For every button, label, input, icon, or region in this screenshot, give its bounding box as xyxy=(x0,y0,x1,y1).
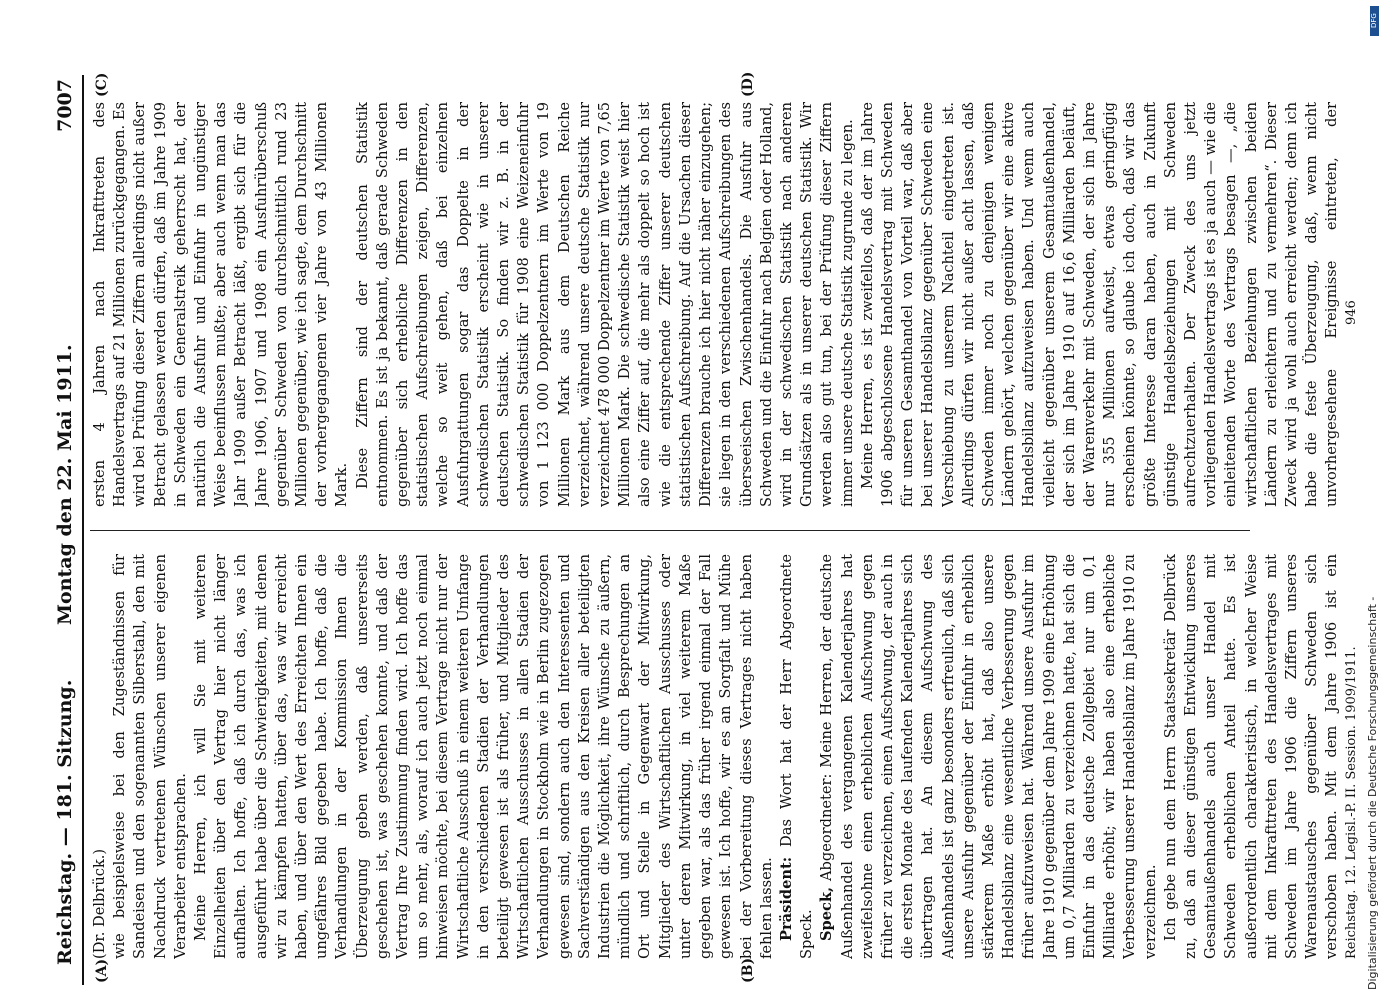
header-page-number: 7007 xyxy=(54,79,76,132)
paragraph: Meine Herren, ich will Sie mit weiteren Einzelheiten über den Vertrag hier nicht länger aufhalten. Ich hoffe, daß ich durch das, was ich ausgeführt habe über die Schwierigkeiten, mit denen wir zu kämpfen hatten, über das, was wir erreicht haben, und über den Wert des Erreichten Ihnen ein ungefähres Bild gegeben habe. Ich hoffe, daß die Verhandlungen in der Kommission Ihnen die Überzeugung geben werden, daß unsererseits geschehen ist, was geschehen konnte, und daß der Vertrag Ihre Zustimmung finden wird. Ich hoffe das um so mehr, als, worauf ich auch jetzt noch einmal hinweisen möchte, bei diesem Vertrage nicht nur der Wirtschaftliche Ausschuß in einem weiteren Umfange in den verschiedenen Stadien der Verhandlungen beteiligt gewesen ist als früher, und Mitglieder des Wirtschaftlichen Ausschusses in allen Stadien der Verhandlungen in Stockholm wie in Berlin zugezogen gewesen sind, sondern auch den Interessenten und Sachverständigen aus den Kreisen aller beteiligten Industrien die Möglichkeit, ihre Wünsche zu äußern, mündlich und schriftlich, durch Besprechungen an Ort und Stelle in Gegenwart der Mitwirkung, Mitglieder des Wirtschaftlichen Ausschusses oder unter deren Mitwirkung, in viel weiterem Maße gegeben war, als das früher irgend einmal der Fall gewesen ist. Ich hoffe, wir es an Sorgfalt und Mühe bei der Vorbereitung dieses Vertrages nicht haben fehlen lassen. xyxy=(192,554,775,959)
president-line xyxy=(777,554,817,959)
page-header xyxy=(50,75,84,985)
paragraph: ersten 4 Jahren nach Inkrafttreten des Handelsvertrags auf 21 Millionen zurückgegangen. Es wird bei Prüfung dieser Ziffern allerdings nicht außer Betracht gelassen werden dürfen, daß im Jahre 1909 in Schweden ein Generalstreik geherrscht hat, der natürlich die Ausfuhr und Einfuhr in ungünstiger Weise beeinflussen mußte; aber auch wenn man das Jahr 1909 außer Betracht läßt, ergibt sich für die Jahre 1906, 1907 und 1908 ein Ausfuhrüberschuß gegenüber Schweden von durchschnittlich rund 23 Millionen gegenüber, wie ich sagte, dem Durchschnitt der vorhergegangenen vier Jahre von 43 Millionen Mark. xyxy=(91,102,351,507)
right-column xyxy=(90,102,1340,507)
rotated-newspaper-page xyxy=(50,71,1370,985)
paragraph: Meine Herren, der deutsche Außenhandel des vergangenen Kalenderjahres hat zweifelsohne einen erheblichen Aufschwung gegen früher zu verzeichnen, einen Aufschwung, der auch in die ersten Monate des laufenden Kalenderjahres sich übertragen hat. An diesem Aufschwung des Außenhandels ist ganz besonders erfreulich, daß sich unsere Ausfuhr gegenüber der Einfuhr in erheblich stärkerem Maße erhöht hat, daß also unsere Handelsbilanz eine wesentliche Verbesserung gegen früher aufzuweisen hat. Während unsere Ausfuhr im Jahre 1910 gegenüber dem Jahre 1909 eine Erhöhung um 0,7 Milliarden zu verzeichnen hatte, hat sich die Einfuhr in das deutsche Zollgebiet nur um 0,1 Milliarde erhöht; wir haben also eine erhebliche Verbesserung unserer Handelsbilanz im Jahre 1910 zu verzeichnen. xyxy=(818,554,1159,959)
paragraph: wie beispielsweise bei den Zugeständnissen für Sandeisen und den sogenannten Silberstahl, den mit Nachdruck vertretenen Wünschen unserer eigenen Verarbeiter entsprachen. xyxy=(111,554,189,959)
column-divider xyxy=(90,530,1250,531)
paragraph: Diese Ziffern sind der deutschen Statistik entnommen. Es ist ja bekannt, daß gerade Schweden gegenüber sich erhebliche Differenzen in den statistischen Aufschreibungen zeigen, Differenzen, welche so weit gehen, daß bei einzelnen Ausfuhrgattungen sogar das Doppelte in der schwedischen Statistik erscheint wie in unserer deutschen Statistik. So finden wir z. B. in der schwedischen Statistik für 1908 eine Weizeneinfuhr von 1 123 000 Doppelzentnern im Werte von 19 Millionen Mark aus dem Deutschen Reiche verzeichnet, während unsere deutsche Statistik nur verzeichnet 478 000 Doppelzentner im Werte von 7,65 Millionen Mark. Die schwedische Statistik weist hier also eine Ziffer auf, die mehr als doppelt so hoch ist wie die entsprechende Ziffer unserer deutschen statistischen Aufschreibung. Auf die Ursachen dieser Differenzen brauche ich hier nicht näher einzugehen; sie liegen in den verschiedenen Aufschreibungen des überseeischen Zwischenhandels. Die Ausfuhr aus Schweden und die Einfuhr nach Belgien oder Holland, wird in der schwedischen Statistik nach anderen Grundsätzen als in unserer deutschen Statistik. Wir werden also gut tun, bei der Prüfung dieser Ziffern immer unsere deutsche Statistik zugrunde zu legen. xyxy=(353,102,856,507)
speaker-label: Speck, xyxy=(818,886,836,941)
margin-mark-a: (A) xyxy=(94,958,110,983)
margin-mark-c: (C) xyxy=(94,72,110,97)
margin-mark-b: (B) xyxy=(740,957,756,983)
header-left: Reichstag. — 181. Sitzung. xyxy=(54,679,76,965)
president-label: Präsident: xyxy=(777,856,795,941)
paragraph: Meine Herren, es ist zweifellos, daß der im Jahre 1906 abgeschlossene Handelsvertrag mit Schweden für unseren Gesamthandel von Vorteil war, daß aber bei unserer Handelsbilanz gegenüber Schweden eine Verschiebung zu unserem Nachteil eingetreten ist. Allerdings dürfen wir nicht außer acht lassen, daß Schweden immer noch zu denjenigen wenigen Ländern gehört, welchen gegenüber wir eine aktive Handelsbilanz aufzuweisen haben. Und wenn auch vielleicht gegenüber unserem Gesamtaußenhandel, der sich im Jahre 1910 auf 16,6 Milliarden beläuft, der Warenverkehr mit Schweden, der sich im Jahre nur 355 Millionen aufweist, etwas geringfügig erscheinen könnte, so glaube ich doch, daß wir das größte Interesse daran haben, auch in Zukunft günstige Handelsbeziehungen mit Schweden aufrechtzuerhalten. Der Zweck des uns jetzt vorliegenden Handelsvertrags ist es ja auch — wie die einleitenden Worte des Vertrags besagen —, „die wirtschaftlichen Beziehungen zwischen beiden Ländern zu erleichtern und zu vermehren“. Dieser Zweck wird ja wohl auch erreicht werden; denn ich habe die feste Überzeugung, daß, wenn nicht unvorhergesehene Ereignisse eintreten, der xyxy=(858,102,1340,507)
digitization-credit: Digitalisierung gefördert durch die Deutsche Forschungsgemeinschaft - xyxy=(1366,596,1379,990)
margin-mark-d: (D) xyxy=(740,71,756,97)
header-center: Montag den 22. Mai 1911. xyxy=(54,344,76,625)
president-text: Das Wort hat der Herr Abgeordnete Speck. xyxy=(777,554,816,959)
left-column xyxy=(90,554,1340,959)
footer-source: Reichstag. 12. Legisl.-P. II. Session. 1909/1911. xyxy=(1344,646,1359,959)
speaker-tag: (Dr. Delbrück.) xyxy=(91,848,108,959)
paragraph: Ich gebe nun dem Herrn Staatssekretär Delbrück zu, daß an dieser günstigen Entwicklung unseres Gesamtaußenhandels auch unser Handel mit Schweden erheblichen Anteil hatte. Es ist außerordentlich charakteristisch, in welcher Weise mit dem Inkrafttreten des Handelsvertrages mit Schweden im Jahre 1906 die Ziffern unseres Warenaustausches gegenüber Schweden sich verschoben haben. Mit dem Jahre 1906 ist ein xyxy=(1161,554,1340,959)
speaker-line xyxy=(817,554,1160,959)
dfg-logo: DFG xyxy=(1370,6,1379,36)
footer-page-number: 946 xyxy=(1344,300,1359,325)
speaker-role: Abgeordneter: xyxy=(818,773,836,882)
